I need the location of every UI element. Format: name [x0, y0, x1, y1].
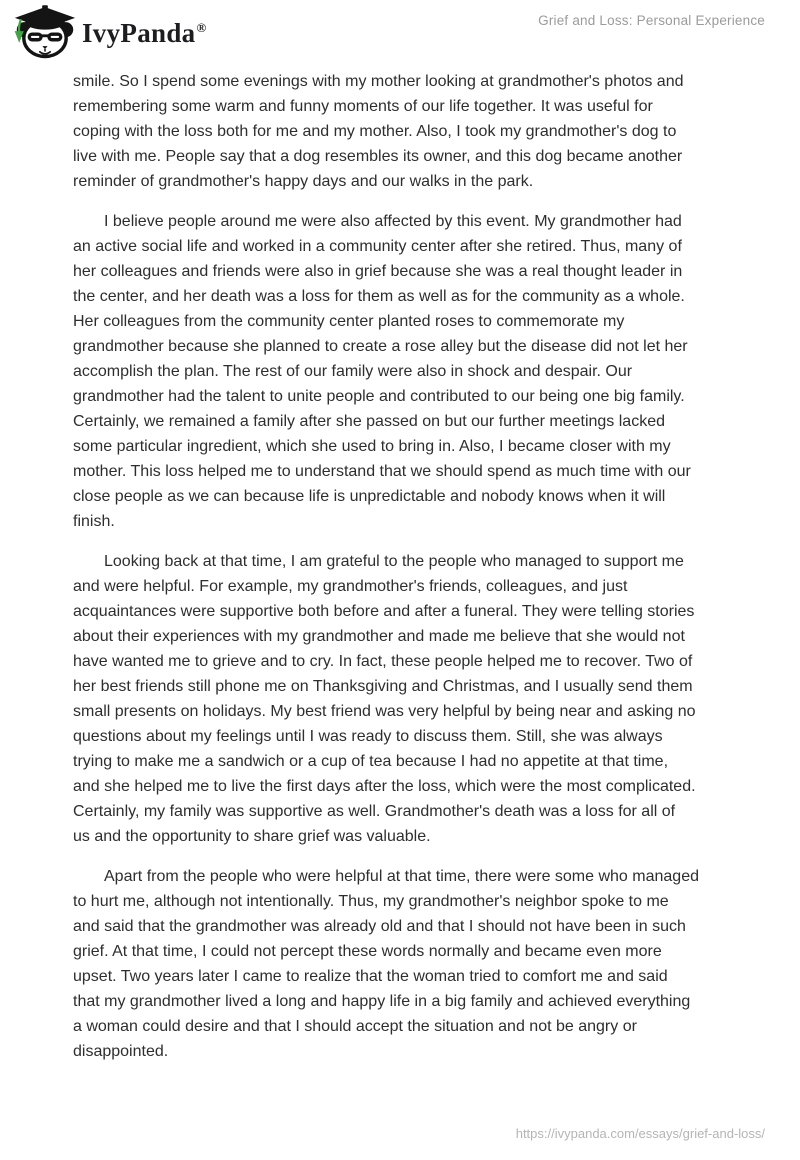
- paragraph-3: [73, 549, 733, 849]
- page-footer: [516, 1126, 765, 1141]
- brand-name: [82, 20, 206, 47]
- text-line: her best friends still phone me on Thanksgiving and Christmas, and I usually send them: [73, 678, 693, 695]
- text-line: disappointed.: [73, 1043, 169, 1060]
- page-header: [0, 0, 800, 66]
- text-line: Apart from the people who were helpful at that time, there were some who managed: [104, 868, 699, 885]
- text-line: about their experiences with my grandmother and made me believe that she would not: [73, 628, 685, 645]
- text-line: some particular ingredient, which she used to bring in. Also, I became closer with my: [73, 438, 671, 455]
- text-line: grief. At that time, I could not percept these words normally and became even more: [73, 943, 662, 960]
- text-line: reminder of grandmother's happy days and our walks in the park.: [73, 173, 534, 190]
- text-line: live with me. People say that a dog resembles its owner, and this dog became another: [73, 148, 683, 165]
- text-line: an active social life and worked in a community center after she retired. Thus, many of: [73, 238, 682, 255]
- text-line: her colleagues and friends were also in grief because she was a real thought leader in: [73, 263, 683, 280]
- source-url-link[interactable]: https://ivypanda.com/essays/grief-and-loss/: [515, 1126, 765, 1141]
- text-line: Certainly, my family was supportive as well. Grandmother's death was a loss for all of: [73, 803, 676, 820]
- paragraph-1: [73, 69, 733, 194]
- text-line: to hurt me, although not intentionally. Thus, my grandmother's neighbor spoke to me: [73, 893, 669, 910]
- brand: [13, 4, 206, 61]
- panda-graduate-icon: [13, 4, 77, 61]
- text-line: coping with the loss both for me and my mother. Also, I took my grandmother's dog to: [73, 123, 677, 140]
- article-body: [73, 61, 733, 1079]
- text-line: I believe people around me were also affected by this event. My grandmother had: [104, 213, 682, 230]
- text-line: accomplish the plan. The rest of our family were also in shock and despair. Our: [73, 363, 633, 380]
- text-line: trying to make me a sandwich or a cup of tea because I had no appetite at that time,: [73, 753, 669, 770]
- text-line: grandmother had the talent to unite people and contributed to our being one big family.: [73, 388, 685, 405]
- text-line: a woman could desire and that I should accept the situation and not be angry or: [73, 1018, 637, 1035]
- text-line: and were helpful. For example, my grandmother's friends, colleagues, and just: [73, 578, 628, 595]
- text-line: have wanted me to grieve and to cry. In fact, these people helped me to recover. Two of: [73, 653, 693, 670]
- text-line: upset. Two years later I came to realize that the woman tried to comfort me and said: [73, 968, 668, 985]
- paragraph-4: [73, 864, 733, 1064]
- text-line: remembering some warm and funny moments of our life together. It was useful for: [73, 98, 653, 115]
- text-line: that my grandmother lived a long and happy life in a big family and achieved everything: [73, 993, 691, 1010]
- paragraph-2: [73, 209, 733, 534]
- text-line: acquaintances were supportive both before and after a funeral. They were telling stories: [73, 603, 695, 620]
- document-title: Grief and Loss: Personal Experience: [538, 13, 765, 28]
- text-line: and said that the grandmother was already old and that I should not have been in such: [73, 918, 686, 935]
- text-line: Certainly, we remained a family after she passed on but our further meetings lacked: [73, 413, 665, 430]
- text-line: close people as we can because life is unpredictable and nobody knows when it will: [73, 488, 666, 505]
- brand-name-text: IvyPanda: [82, 18, 196, 48]
- text-line: smile. So I spend some evenings with my mother looking at grandmother's photos and: [73, 73, 684, 90]
- text-line: Her colleagues from the community center planted roses to commemorate my: [73, 313, 625, 330]
- text-line: small presents on holidays. My best friend was very helpful by being near and asking no: [73, 703, 696, 720]
- text-line: finish.: [73, 513, 115, 530]
- text-line: questions about my feelings until I was ready to discuss them. Still, she was always: [73, 728, 663, 745]
- text-line: mother. This loss helped me to understand that we should spend as much time with our: [73, 463, 691, 480]
- text-line: us and the opportunity to share grief was valuable.: [73, 828, 431, 845]
- text-line: Looking back at that time, I am grateful to the people who managed to support me: [104, 553, 684, 570]
- text-line: grandmother because she planned to create a rose alley but the disease did not let her: [73, 338, 688, 355]
- registered-trademark: ®: [196, 20, 207, 35]
- text-line: and she helped me to live the first days after the loss, which were the most complicated.: [73, 778, 696, 795]
- text-line: the center, and her death was a loss for them as well as for the community as a whole.: [73, 288, 685, 305]
